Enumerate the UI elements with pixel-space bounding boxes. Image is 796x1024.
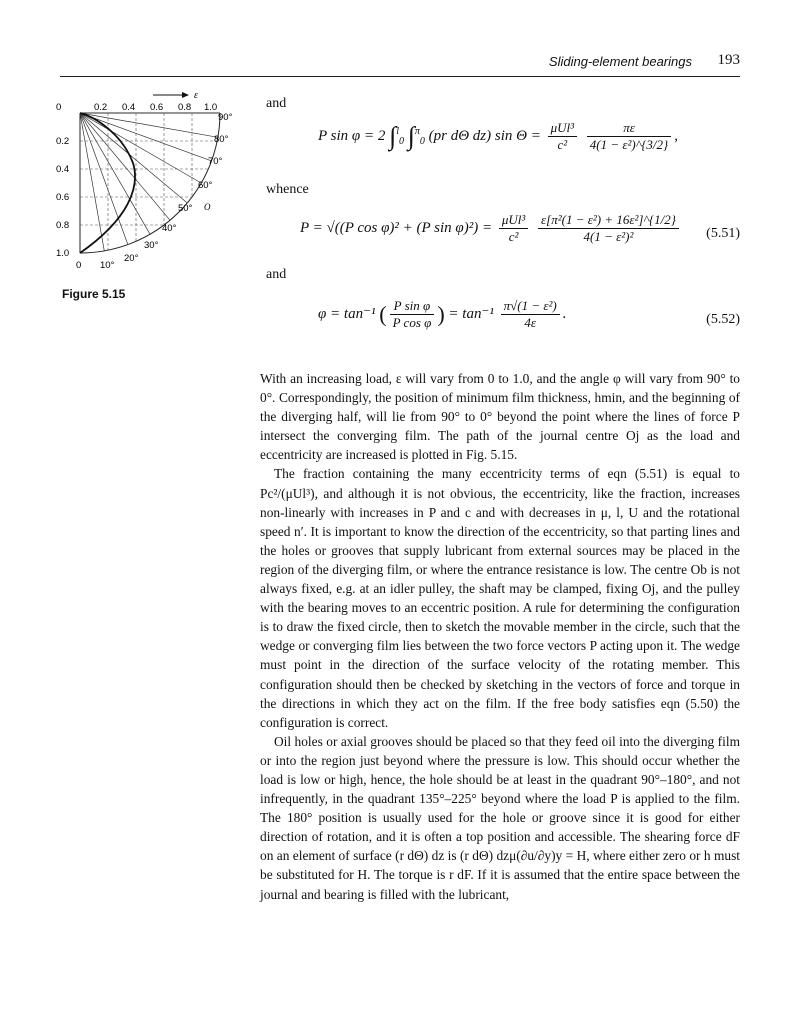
paragraph-2: The fraction containing the many eccentricity terms of eqn (5.51) is equal to Pc²/(μUl³), and although it is not obvious, the eccentricity, like the fraction, increases non-linearly with increases in P and c and with decreases in μ, l, U and the rotational speed n′. It is important to know the direction of the eccentricity, so that parting lines and the holes or grooves that supply lubricant from external sources may be placed in the region of the diverging film, or where the entrance resistance is low. The centre Ob is not always fixed, e.g. at an idler pulley, the shaft may be clamped, fixing Oj, and the pulley with the bearing moves to an eccentric position. A rule for determining the configuration is to draw the fixed circle, then to sketch the movable member in the circle, such that the wedge or converging film lies between the two force vectors P acting upon it. The wedge must point in the direction of the surface velocity of the rotating member. This configuration should then be checked by sketching in the vectors of force and torque in the directions in which they act on the film. If the free body satisfies eqn (5.50) the configuration is correct. xyxy=(260,466,740,730)
left-tick-1: 0.2 xyxy=(56,136,70,147)
eq2-frac2-num: ε[π²(1 − ε²) + 16ε²]^{1/2} xyxy=(538,212,679,229)
body-text xyxy=(260,369,740,904)
angle-label-70: 70° xyxy=(208,156,223,167)
angle-label-80: 80° xyxy=(214,134,229,145)
polar-locus-plot xyxy=(58,88,248,288)
bottom-tick-10: 10° xyxy=(100,260,115,271)
eq3-frac1 xyxy=(390,298,435,331)
eq1-tail: , xyxy=(674,127,678,144)
eq2-frac1-den: c² xyxy=(508,229,519,244)
left-tick-4: 0.8 xyxy=(56,220,70,231)
figure-caption: Figure 5.15 xyxy=(62,287,126,301)
word-and-1: and xyxy=(266,96,287,111)
integral-sign-1: ∫ xyxy=(389,121,397,151)
running-title: Sliding-element bearings xyxy=(548,54,692,69)
equation-psinphi xyxy=(318,120,678,153)
top-tick-0: 0 xyxy=(56,102,62,113)
bottom-tick-20: 20° xyxy=(124,253,139,264)
eq1-lower2: 0 xyxy=(419,135,425,147)
top-tick-5: 1.0 xyxy=(204,102,218,113)
epsilon-label: ε xyxy=(194,90,198,101)
eq2-lhs: P = √((P cos φ)² + (P sin φ)²) = xyxy=(300,219,493,236)
angle-label-50: 50° xyxy=(178,203,193,214)
eq3-frac2-den: 4ε xyxy=(524,315,536,330)
eq1-upper1: l xyxy=(396,125,399,137)
header-rule xyxy=(60,76,740,77)
bottom-tick-0: 0 xyxy=(76,260,82,271)
top-tick-4: 0.8 xyxy=(178,102,192,113)
angle-label-40: 40° xyxy=(162,223,177,234)
left-tick-2: 0.4 xyxy=(56,164,70,175)
left-paren: ( xyxy=(379,301,387,327)
integral-sign-2: ∫ xyxy=(407,121,415,151)
eq3-tail: . xyxy=(562,305,567,322)
eq1-frac1-den: c² xyxy=(557,137,568,152)
eq1-frac1-num: μUl³ xyxy=(548,120,577,137)
left-tick-3: 0.6 xyxy=(56,192,70,203)
word-whence: whence xyxy=(266,182,309,197)
eq2-frac2-den: 4(1 − ε²)² xyxy=(583,229,634,244)
angle-label-90: 90° xyxy=(218,112,233,123)
o-label: O xyxy=(204,202,211,212)
left-tick-5: 1.0 xyxy=(56,248,70,259)
eq3-mid: = tan⁻¹ xyxy=(448,305,494,322)
top-tick-3: 0.6 xyxy=(150,102,164,113)
page-number: 193 xyxy=(717,52,740,68)
eq1-integrand: (pr dΘ dz) sin Θ = xyxy=(428,127,541,144)
eq2-frac1-num: μUl³ xyxy=(499,212,528,229)
eq2-frac2 xyxy=(538,212,679,245)
eq3-frac2-num: π√(1 − ε²) xyxy=(501,298,560,315)
eq3-frac1-num: P sin φ xyxy=(390,298,435,315)
page-header xyxy=(60,52,740,78)
eq1-frac2-num: πε xyxy=(587,120,671,137)
eq1-frac2-den: 4(1 − ε²)^{3/2} xyxy=(589,137,669,152)
eq1-lower1: 0 xyxy=(398,135,404,147)
eq2-frac1 xyxy=(499,212,528,245)
eq3-frac2 xyxy=(501,298,560,331)
equation-number-5-51: (5.51) xyxy=(706,226,740,241)
eq1-upper2: π xyxy=(414,125,420,137)
top-tick-2: 0.4 xyxy=(122,102,136,113)
top-tick-1: 0.2 xyxy=(94,102,108,113)
eq1-frac2 xyxy=(587,120,671,153)
equation-phi xyxy=(318,298,566,331)
angle-label-60: 60° xyxy=(198,180,213,191)
equation-number-5-52: (5.52) xyxy=(706,312,740,327)
paragraph-3: Oil holes or axial grooves should be placed so that they feed oil into the diverging film or into the region just beyond where the pressure is low. This should occur whether the load is low or high, hence, the hole should be at least in the quadrant 90°–180°, and not infrequently, in the quadrant 135°–225° beyond where the load P is applied to the film. The 180° position is usually used for the hole or groove since it is good for either direction of rotation, and it is often a top position and accessible. The shearing force dF on an element of surface (r dΘ) dz is (r dΘ) dzμ(∂u/∂y)y = H, where either zero or h must be substituted for H. The torque is r dF. If it is assumed that the entire space between the journal and bearing is filled with the lubricant, xyxy=(260,733,740,902)
angle-label-30: 30° xyxy=(144,240,159,251)
right-paren: ) xyxy=(437,301,445,327)
word-and-2: and xyxy=(266,267,287,282)
journal-centre-locus xyxy=(80,113,135,253)
figure-5-15 xyxy=(58,88,248,293)
eq3-frac1-den: P cos φ xyxy=(392,315,432,330)
equation-P xyxy=(300,212,682,245)
paragraph-1: With an increasing load, ε will vary from 0 to 1.0, and the angle φ will vary from 90° to 0°. Correspondingly, the position of minimum film thickness, hmin, and the beginning of the diverging half, will lie from 90° to 0° beyond the point where the lines of force P intersect the converging film. The path of the journal centre Oj as the load and eccentricity are increased is plotted in Fig. 5.15. xyxy=(260,371,740,463)
eq1-lhs: P sin φ = 2 xyxy=(318,127,386,144)
eq3-lhs: φ = tan⁻¹ xyxy=(318,305,376,322)
eq1-frac1 xyxy=(548,120,577,153)
